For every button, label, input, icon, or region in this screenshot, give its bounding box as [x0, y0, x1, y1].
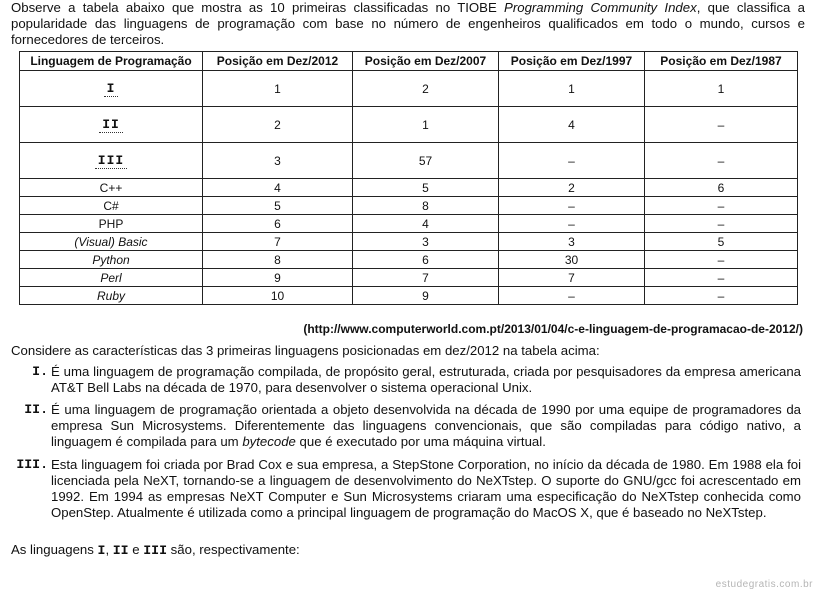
- question-roman-3: III: [143, 543, 168, 558]
- lang-cell: PHP: [20, 215, 203, 233]
- question-sep-1: ,: [105, 542, 113, 557]
- lang-cell: [20, 107, 203, 143]
- lang-cell: Ruby: [20, 287, 203, 305]
- cell-2007: 1: [353, 107, 499, 143]
- header-1987: Posição em Dez/1987: [645, 52, 798, 71]
- intro-index-name: Programming Community Index: [504, 0, 697, 15]
- table-row: [20, 107, 798, 143]
- cell-2012: 7: [203, 233, 353, 251]
- cell-1997: 4: [499, 107, 645, 143]
- table-row: [20, 197, 798, 215]
- header-1997: Posição em Dez/1997: [499, 52, 645, 71]
- table-row: [20, 287, 798, 305]
- item-text-b: que é executado por uma máquina virtual.: [295, 434, 546, 449]
- consider-paragraph: Considere as características das 3 primeiras linguagens posicionadas em dez/2012 na tabela acima:: [11, 343, 600, 358]
- source-citation: (http://www.computerworld.com.pt/2013/01/04/c-e-linguagem-de-programacao-de-2012/): [303, 322, 803, 336]
- cell-2012: 3: [203, 143, 353, 179]
- cell-1987: 1: [645, 71, 798, 107]
- cell-1987: –: [645, 287, 798, 305]
- lang-cell: C#: [20, 197, 203, 215]
- item-number: III.: [16, 457, 48, 472]
- item-text: É uma linguagem de programação compilada, de propósito geral, estruturada, criada por pesquisadores da empresa americana AT&T Bell Labs na década de 1970, para desenvolver o sistema operacional Unix.: [51, 364, 801, 395]
- cell-2007: 4: [353, 215, 499, 233]
- item-number: I.: [32, 364, 48, 379]
- cell-1987: –: [645, 215, 798, 233]
- lang-roman: II: [99, 117, 123, 133]
- table-row: [20, 179, 798, 197]
- table-row: [20, 143, 798, 179]
- table-row: [20, 251, 798, 269]
- item-text: [51, 402, 801, 450]
- lang-cell: C++: [20, 179, 203, 197]
- intro-paragraph: [11, 0, 805, 48]
- cell-2012: 9: [203, 269, 353, 287]
- lang-cell: Perl: [20, 269, 203, 287]
- cell-1997: 30: [499, 251, 645, 269]
- cell-2007: 5: [353, 179, 499, 197]
- lang-roman: III: [95, 153, 127, 169]
- table-header-row: [20, 52, 798, 71]
- cell-1997: 1: [499, 71, 645, 107]
- cell-2012: 1: [203, 71, 353, 107]
- lang-cell: [20, 71, 203, 107]
- cell-1987: –: [645, 197, 798, 215]
- question-roman-2: II: [112, 543, 129, 558]
- table-row: [20, 215, 798, 233]
- cell-2007: 8: [353, 197, 499, 215]
- cell-1997: –: [499, 215, 645, 233]
- cell-2012: 6: [203, 215, 353, 233]
- cell-1997: –: [499, 197, 645, 215]
- cell-2012: 5: [203, 197, 353, 215]
- question-prefix: As linguagens: [11, 542, 98, 557]
- cell-1987: –: [645, 269, 798, 287]
- cell-2012: 8: [203, 251, 353, 269]
- ranking-table: [19, 51, 798, 305]
- item-number: II.: [24, 402, 48, 417]
- cell-1997: 2: [499, 179, 645, 197]
- header-2012: Posição em Dez/2012: [203, 52, 353, 71]
- item-text-a: É uma linguagem de programação orientada a objeto desenvolvida na década de 1990 por uma equipe de programadores da empresa Sun Microsystems. Diferentemente das linguagens convencionais, que são compiladas para código nativo, a linguagem é compilada para um: [51, 402, 801, 449]
- item-text: Esta linguagem foi criada por Brad Cox e sua empresa, a StepStone Corporation, no início da década de 1980. Em 1988 ela foi licenciada pela NeXT, tornando-se a linguagem de desenvolvimento do NeXTstep. O suporte do GNU/gcc foi acrescentado em 1992. Em 1994 as empresas NeXT Computer e Sun Microsystems criaram uma especificação do NeXTstep conhecida como OpenStep. Atualmente é utilizada como a principal linguagem de programação do MacOS X, que é baseado no NeXTstep.: [51, 457, 801, 520]
- cell-1997: –: [499, 143, 645, 179]
- cell-2012: 4: [203, 179, 353, 197]
- cell-1987: –: [645, 143, 798, 179]
- table-row: [20, 233, 798, 251]
- cell-2007: 9: [353, 287, 499, 305]
- cell-2007: 6: [353, 251, 499, 269]
- cell-2007: 7: [353, 269, 499, 287]
- lang-cell: [20, 143, 203, 179]
- cell-2012: 2: [203, 107, 353, 143]
- intro-text-2: , que classifica a popularidade das linguagens de programação com base no número de engenheiros qualificados em todo o mundo, cursos e fornecedores de terceiros.: [11, 0, 805, 47]
- header-language: Linguagem de Programação: [20, 52, 203, 71]
- lang-roman: I: [104, 81, 119, 97]
- item-text-italic: bytecode: [242, 434, 296, 449]
- question-suffix: são, respectivamente:: [167, 542, 300, 557]
- cell-1997: 3: [499, 233, 645, 251]
- table-row: [20, 269, 798, 287]
- cell-1987: 5: [645, 233, 798, 251]
- cell-1987: 6: [645, 179, 798, 197]
- intro-text-1: Observe a tabela abaixo que mostra as 10 primeiras classificadas no TIOBE: [11, 0, 505, 15]
- cell-1987: –: [645, 251, 798, 269]
- cell-1997: 7: [499, 269, 645, 287]
- lang-cell: (Visual) Basic: [20, 233, 203, 251]
- cell-2012: 10: [203, 287, 353, 305]
- header-2007: Posição em Dez/2007: [353, 52, 499, 71]
- cell-2007: 57: [353, 143, 499, 179]
- question-roman-1: I: [97, 543, 106, 558]
- question-sep-2: e: [128, 542, 144, 557]
- cell-2007: 3: [353, 233, 499, 251]
- cell-1997: –: [499, 287, 645, 305]
- watermark: estudegratis.com.br: [715, 579, 813, 590]
- lang-cell: Python: [20, 251, 203, 269]
- cell-2007: 2: [353, 71, 499, 107]
- cell-1987: –: [645, 107, 798, 143]
- question-paragraph: [11, 542, 805, 559]
- table-row: [20, 71, 798, 107]
